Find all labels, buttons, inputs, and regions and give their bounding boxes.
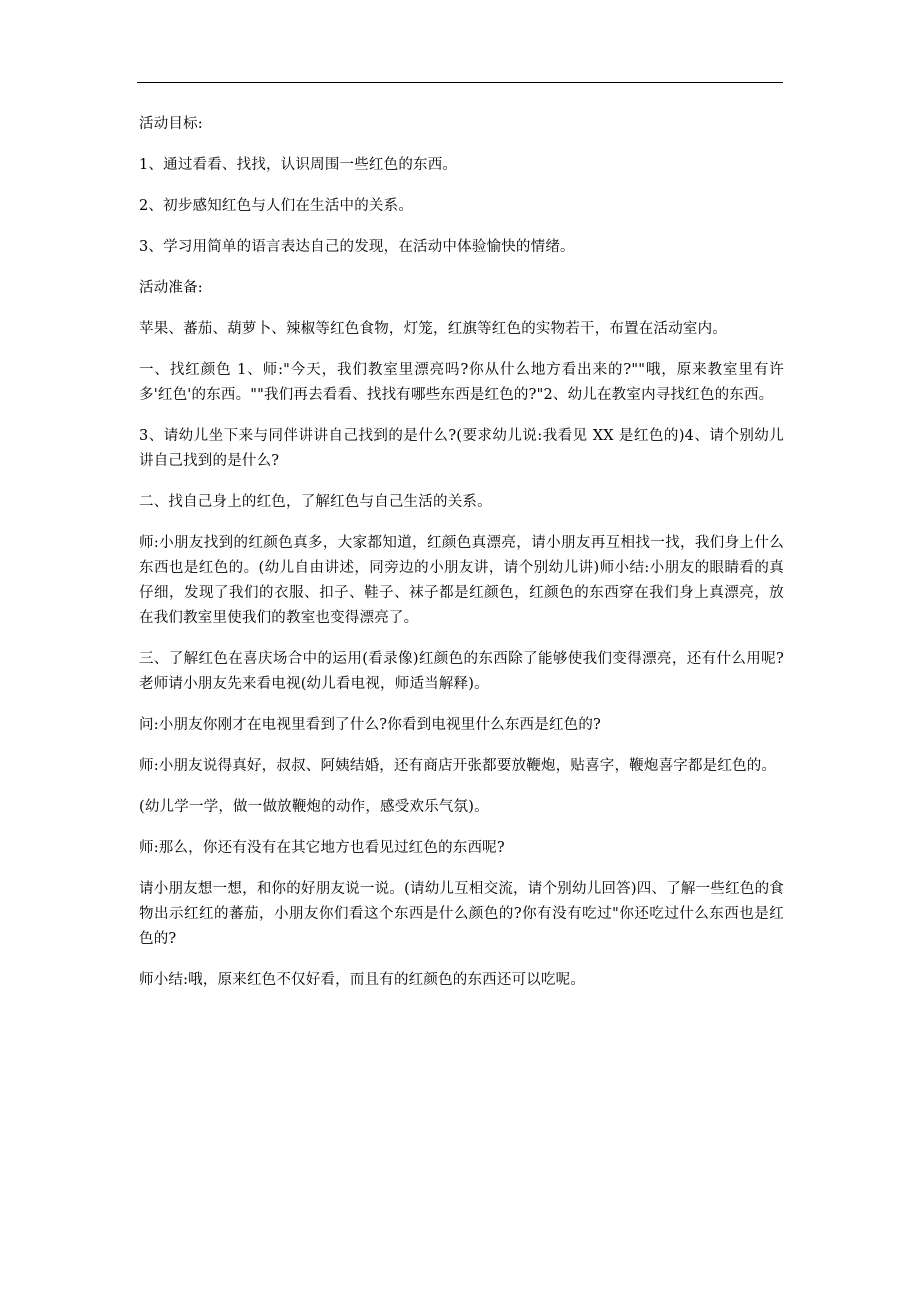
paragraph-prep-items: 苹果、蕃茄、葫萝卜、辣椒等红色食物，灯笼，红旗等红色的实物若干，布置在活动室内。	[139, 321, 727, 337]
paragraph-section-1-steps: 3、请幼儿坐下来与同伴讲讲自己找到的是什么?(要求幼儿说:我看见 XX 是红色的)4、请个别幼儿讲自己找到的是什么?	[139, 428, 784, 469]
paragraph-teacher-question: 师:那么，你还有没有在其它地方也看见过红色的东西呢?	[139, 840, 505, 856]
paragraph-summary: 师小结:哦，原来红色不仅好看，而且有的红颜色的东西还可以吃呢。	[139, 972, 586, 988]
paragraph-question: 问:小朋友你刚才在电视里看到了什么?你看到电视里什么东西是红色的?	[139, 717, 602, 733]
document-body	[139, 112, 784, 1009]
paragraph-section-1: 一、找红颜色 1、师:"今天，我们教室里漂亮吗?你从什么地方看出来的?""哦，原来教室里有许多'红色'的东西。""我们再去看看、找找有哪些东西是红色的?"2、幼儿在教室内寻找红色的东西。	[139, 362, 784, 403]
paragraph-goal-3: 3、学习用简单的语言表达自己的发现，在活动中体验愉快的情绪。	[139, 239, 575, 255]
paragraph-goal-2: 2、初步感知红色与人们在生活中的关系。	[139, 198, 414, 214]
paragraph-goal-1: 1、通过看看、找找，认识周围一些红色的东西。	[139, 157, 458, 173]
header-rule	[137, 82, 783, 83]
paragraph-prep-heading: 活动准备:	[139, 280, 203, 296]
paragraph-section-4: 请小朋友想一想，和你的好朋友说一说。(请幼儿互相交流，请个别幼儿回答)四、了解一些红色的食物出示红红的蕃茄，小朋友你们看这个东西是什么颜色的?你有没有吃过"你还吃过什么东西也是红色的?	[139, 881, 784, 947]
paragraph-goals-heading: 活动目标:	[139, 116, 203, 132]
paragraph-teacher-reply: 师:小朋友说得真好，叔叔、阿姨结婚，还有商店开张都要放鞭炮，贴喜字，鞭炮喜字都是红色的。	[139, 758, 777, 774]
paragraph-section-2-heading: 二、找自己身上的红色，了解红色与自己生活的关系。	[139, 494, 492, 510]
paragraph-section-3: 三、了解红色在喜庆场合中的运用(看录像)红颜色的东西除了能够使我们变得漂亮，还有什么用呢?老师请小朋友先来看电视(幼儿看电视，师适当解释)。	[139, 651, 784, 692]
paragraph-activity: (幼儿学一学，做一做放鞭炮的动作，感受欢乐气氛)。	[139, 799, 489, 815]
paragraph-section-2-body: 师:小朋友找到的红颜色真多，大家都知道，红颜色真漂亮，请小朋友再互相找一找，我们身上什么东西也是红色的。(幼儿自由讲述，同旁边的小朋友讲，请个别幼儿讲)师小结:小朋友的眼睛看的真仔细，发现了我们的衣服、扣子、鞋子、袜子都是红颜色，红颜色的东西穿在我们身上真漂亮，放在我们教室里使我们的教室也变得漂亮了。	[139, 535, 784, 626]
